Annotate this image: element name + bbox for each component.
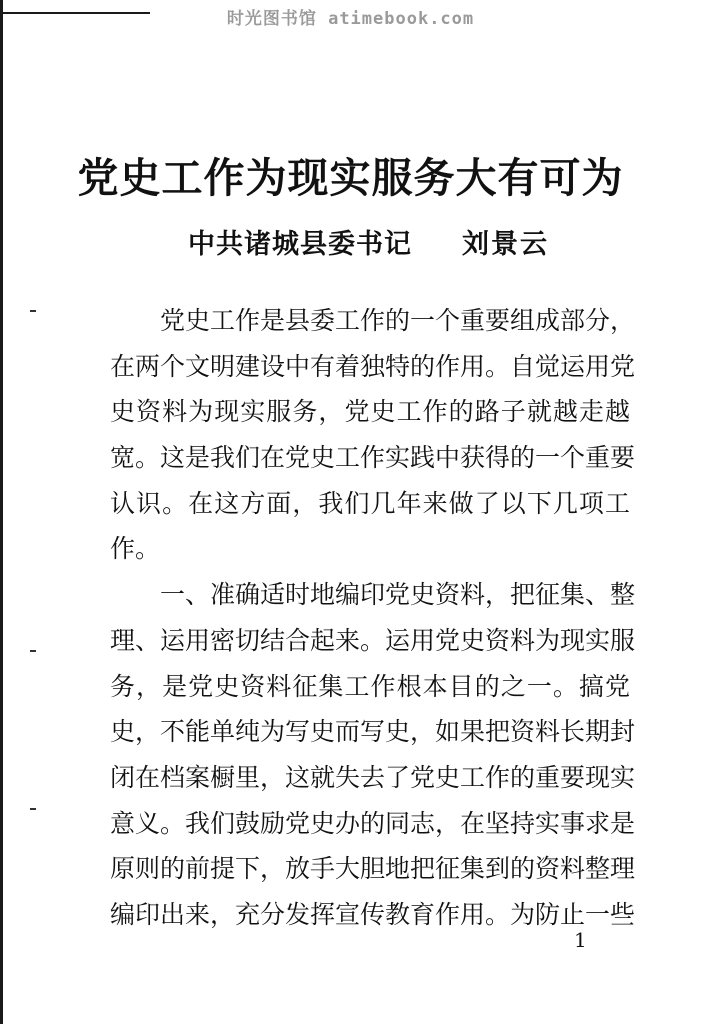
- text-line: 党史工作是县委工作的一个重要组成部分，: [160, 306, 636, 335]
- text-line: 意义。我们鼓励党史办的同志，在坚持实事求是: [110, 808, 636, 838]
- text-line: 宽。这是我们在党史工作实践中获得的一个重要: [110, 443, 636, 473]
- author-organization: 中共诸城县委书记: [188, 229, 412, 260]
- text-line: 史资料为现实服务，党史工作的路子就越走越: [110, 397, 630, 427]
- body-text: [110, 298, 636, 938]
- page-number: 1: [574, 928, 587, 952]
- text-line: 史，不能单纯为写史而写史，如果把资料长期封: [110, 717, 636, 747]
- author-name: 刘景云: [462, 229, 549, 260]
- text-line: 理、运用密切结合起来。运用党史资料为现实服: [110, 625, 636, 655]
- margin-tick: [30, 650, 36, 652]
- margin-tick: [30, 808, 36, 810]
- text-line: 编印出来，充分发挥宣传教育作用。为防止一些: [110, 899, 636, 929]
- text-line: 在两个文明建设中有着独特的作用。自觉运用党: [110, 351, 636, 381]
- text-line: 一、准确适时地编印党史资料，把征集、整: [160, 580, 636, 610]
- text-line: 认识。在这方面，我们几年来做了以下几项工: [110, 488, 630, 518]
- page-title: 党史工作为现实服务大有可为: [77, 154, 624, 202]
- byline: [188, 222, 549, 261]
- watermark: 时光图书馆 atimebook.com: [226, 9, 475, 29]
- text-line: 原则的前提下，放手大胆地把征集到的资料整理: [110, 854, 636, 884]
- text-line: 作。: [110, 534, 161, 564]
- text-line: 闭在档案橱里，这就失去了党史工作的重要现实: [110, 762, 636, 792]
- margin-tick: [30, 310, 36, 312]
- text-line: 务，是党史资料征集工作根本目的之一。搞党: [110, 671, 630, 701]
